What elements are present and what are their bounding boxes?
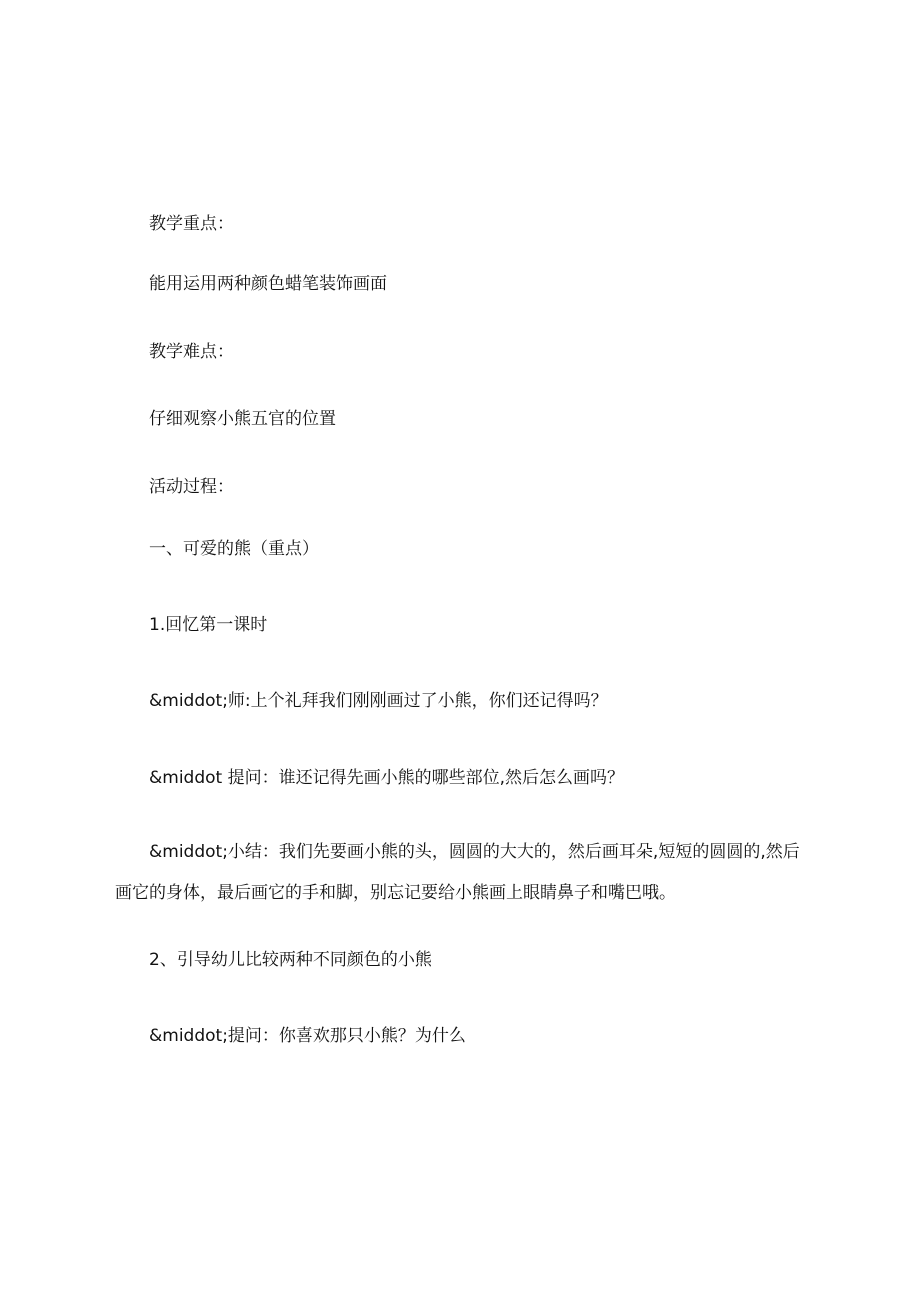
heading-activity-process: 活动过程：: [149, 477, 234, 497]
step-recall-first-lesson: 1.回忆第一课时: [149, 615, 268, 635]
teaching-focus-text: 能用运用两种颜色蜡笔装饰画面: [149, 274, 387, 294]
teacher-question-line: &middot;师:上个礼拜我们刚刚画过了小熊，你们还记得吗？: [149, 691, 608, 711]
section-heading-cute-bear: 一、可爱的熊（重点）: [149, 539, 319, 559]
heading-teaching-focus: 教学重点：: [149, 214, 234, 234]
summary-paragraph: &middot;小结：我们先要画小熊的头，圆圆的大大的，然后画耳朵,短短的圆圆的,然后画它的身体，最后画它的手和脚，别忘记要给小熊画上眼睛鼻子和嘴巴哦。: [115, 842, 800, 903]
heading-teaching-difficulty: 教学难点：: [149, 342, 234, 362]
prompt-question-line: &middot 提问：谁还记得先画小熊的哪些部位,然后怎么画吗？: [149, 768, 624, 788]
step-compare-bears: 2、引导幼儿比较两种不同颜色的小熊: [149, 950, 432, 970]
preference-question-line: &middot;提问：你喜欢那只小熊？为什么: [149, 1026, 466, 1046]
teaching-difficulty-text: 仔细观察小熊五官的位置: [149, 409, 336, 429]
